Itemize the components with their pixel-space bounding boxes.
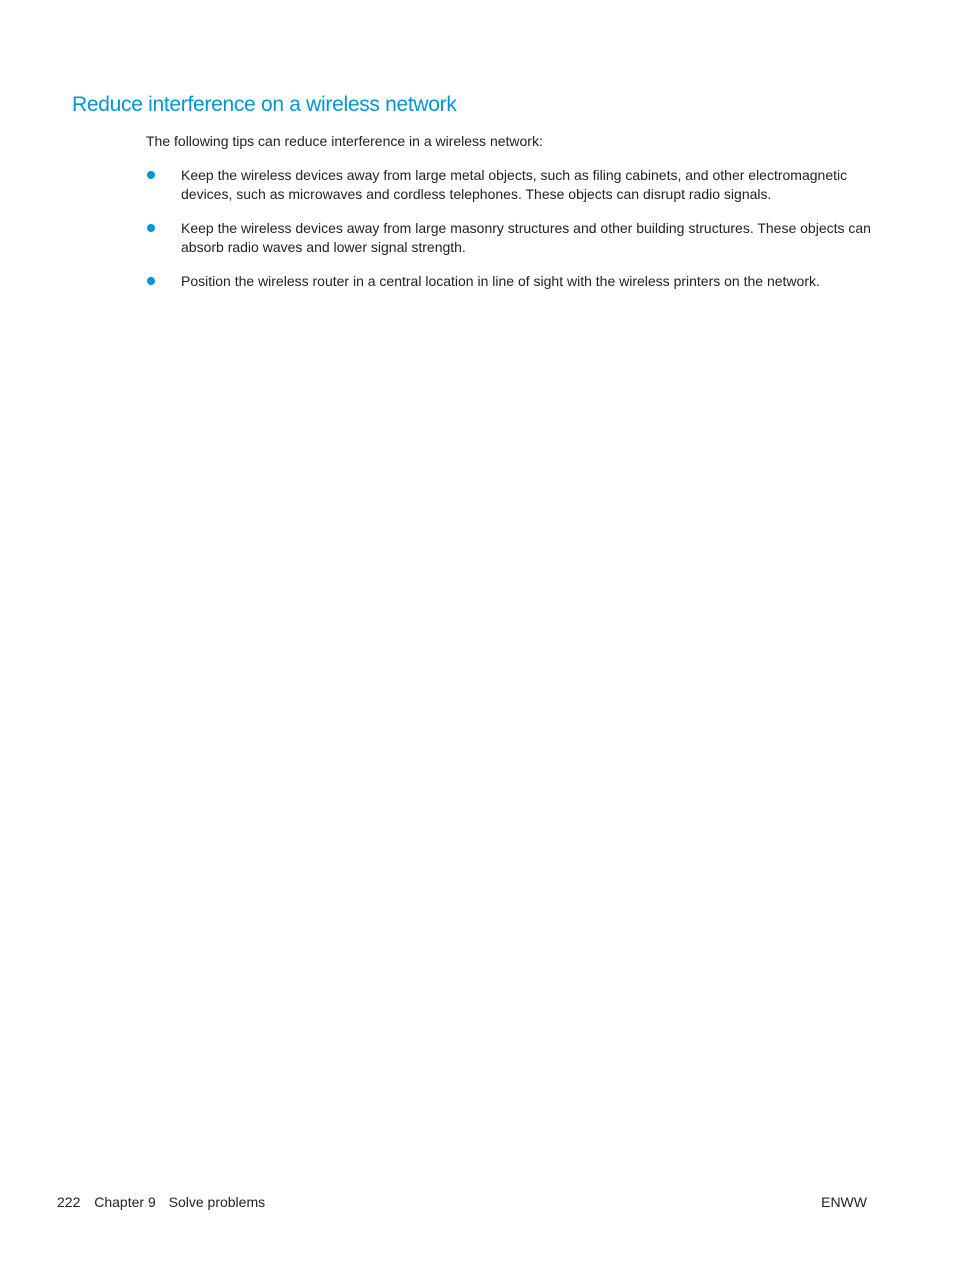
page-footer-left (57, 1193, 265, 1212)
tip-text: Keep the wireless devices away from large masonry structures and other building structures. These objects can absorb radio waves and lower signal strength. (181, 220, 871, 255)
bullet-dot-icon (147, 224, 155, 232)
chapter-label: Chapter 9 (94, 1194, 156, 1210)
intro-text: The following tips can reduce interference in a wireless network: (146, 133, 543, 149)
page-number: 222 (57, 1194, 81, 1210)
list-item (146, 166, 876, 204)
tips-list (146, 166, 876, 306)
list-item (146, 272, 876, 291)
locale-code: ENWW (821, 1194, 867, 1210)
bullet-dot-icon (147, 277, 155, 285)
tip-text: Keep the wireless devices away from large metal objects, such as filing cabinets, and other electromagnetic devices, such as microwaves and cordless telephones. These objects can disrupt radio signals. (181, 167, 848, 202)
section-heading: Reduce interference on a wireless network (72, 93, 457, 116)
tip-text: Position the wireless router in a central location in line of sight with the wireless printers on the network. (181, 273, 820, 289)
chapter-title: Solve problems (168, 1194, 266, 1210)
list-item (146, 219, 876, 257)
bullet-dot-icon (147, 171, 155, 179)
